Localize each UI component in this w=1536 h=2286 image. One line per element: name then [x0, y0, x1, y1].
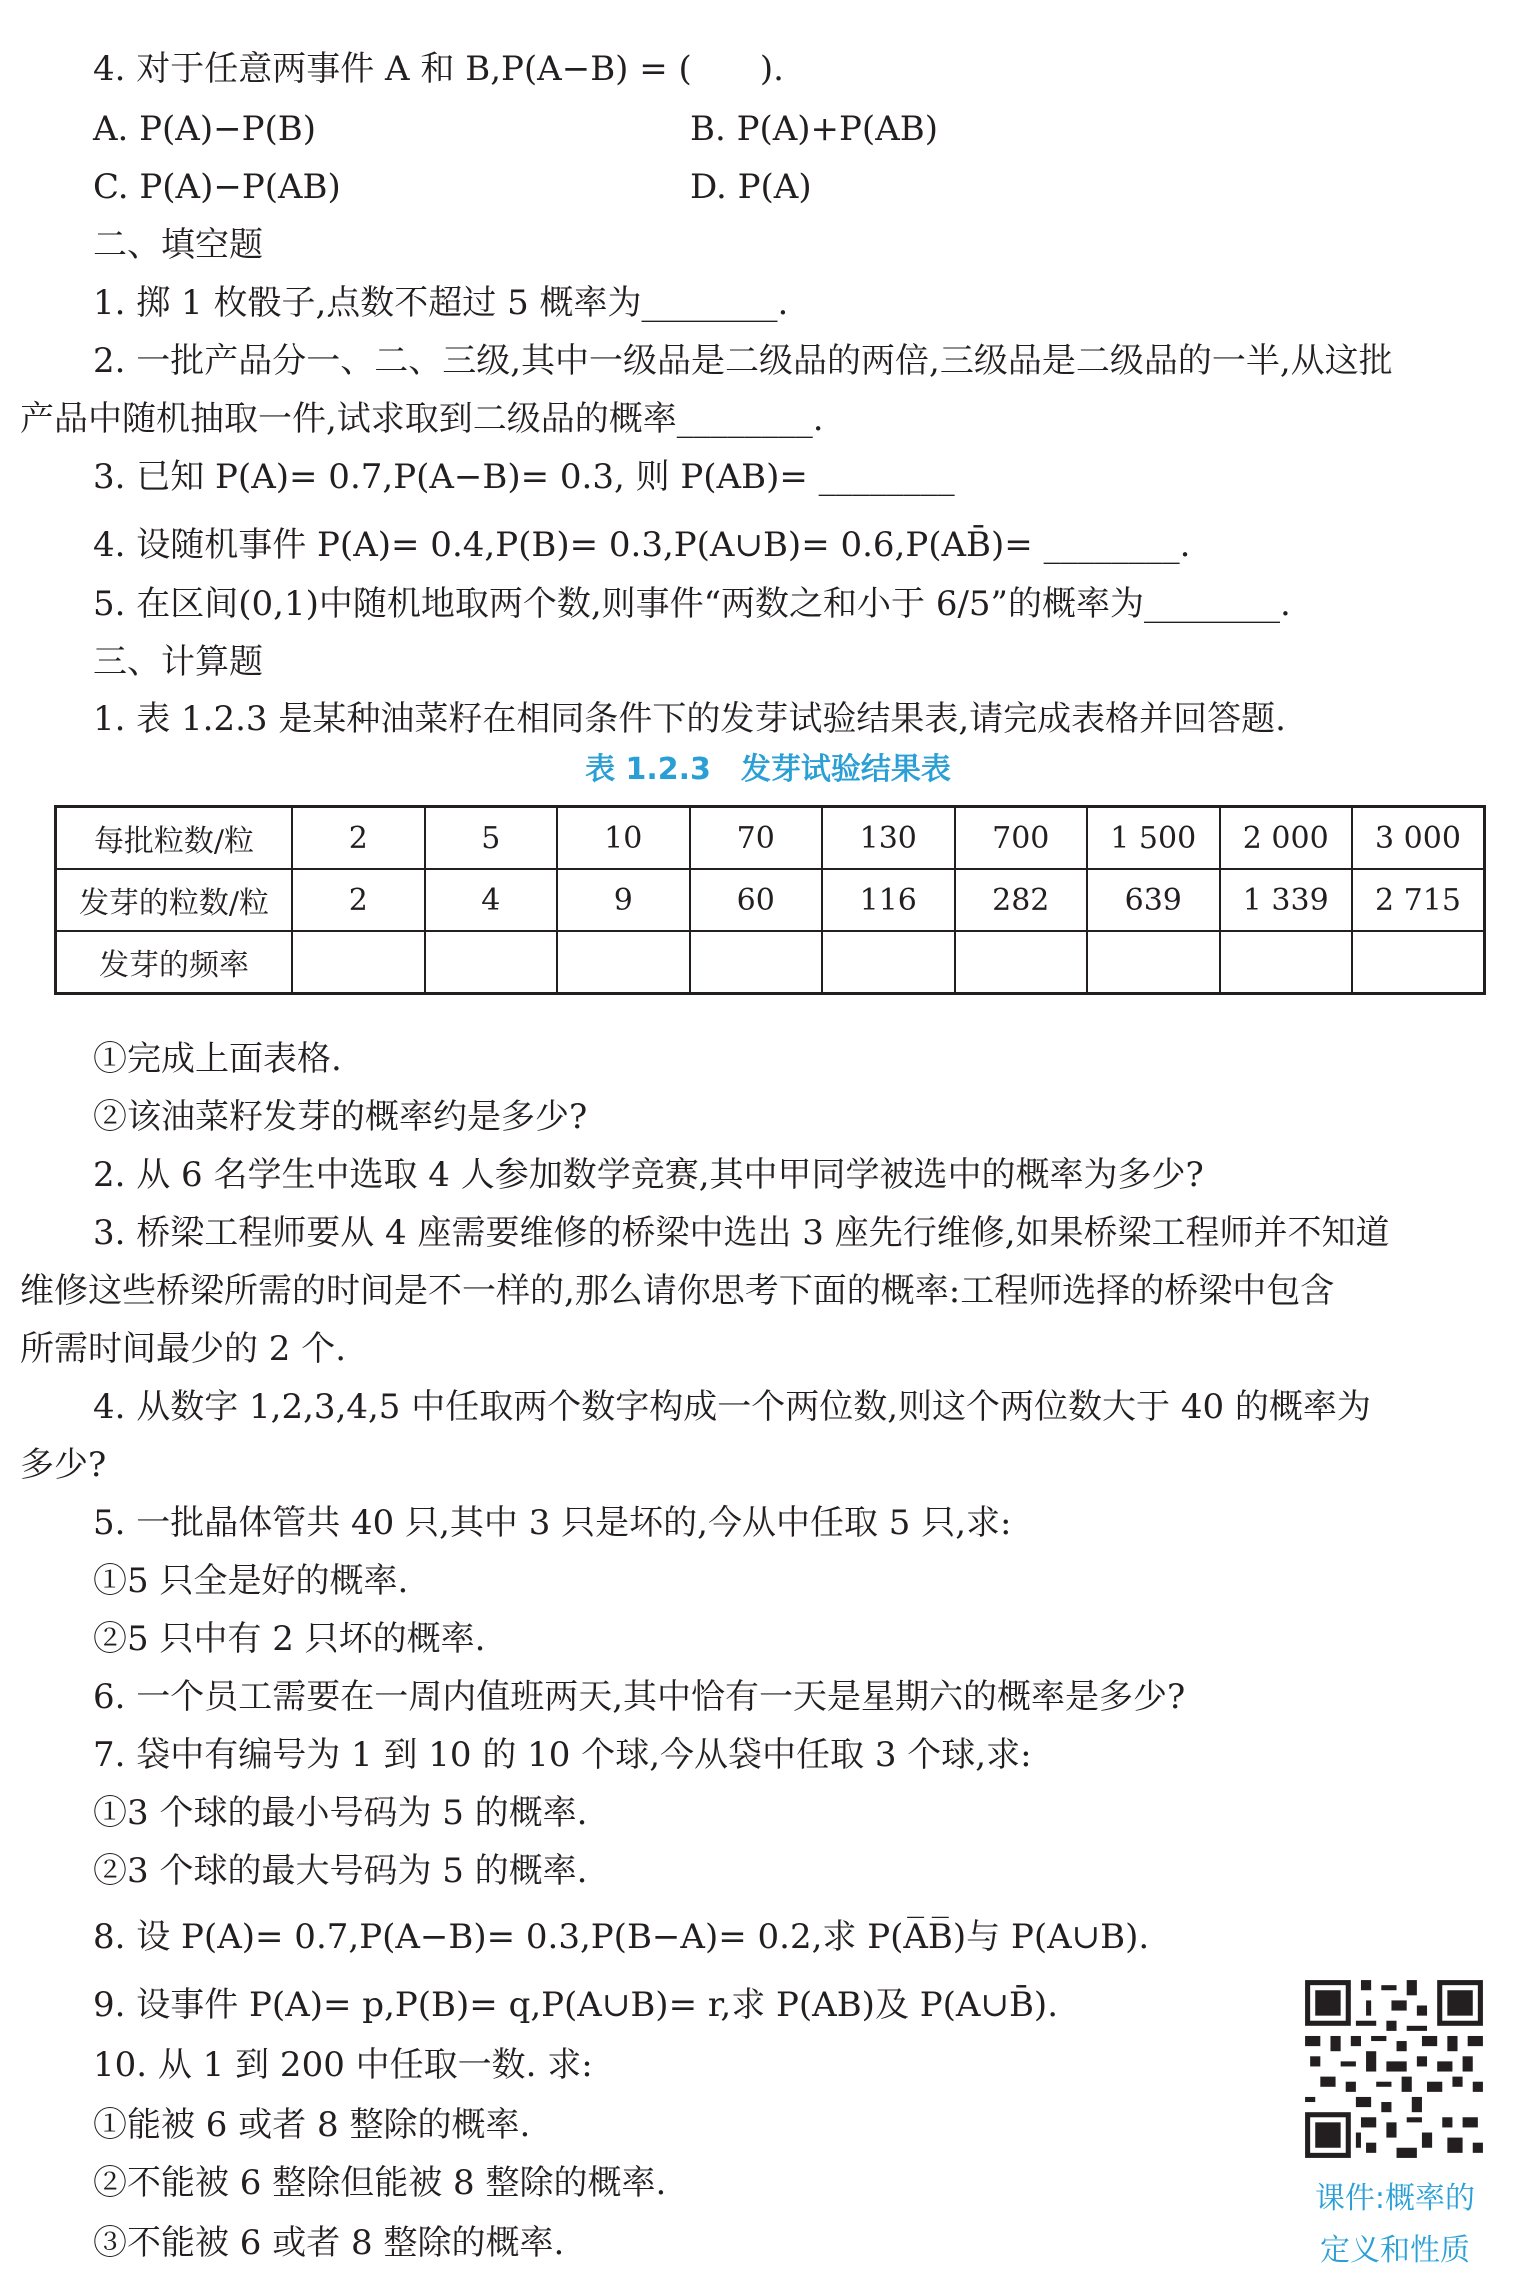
table-cell: 1 339 — [1220, 869, 1353, 931]
table-cell-blank — [1087, 931, 1220, 994]
calc-line: ②3 个球的最大号码为 5 的概率. — [93, 1851, 588, 1891]
table-cell-blank — [425, 931, 558, 994]
fill-question-1: 1. 掷 1 枚骰子,点数不超过 5 概率为________. — [93, 283, 789, 323]
fill-question-5: 5. 在区间(0,1)中随机地取两个数,则事件“两数之和小于 6/5”的概率为________. — [93, 584, 1291, 624]
table-cell: 70 — [690, 807, 823, 870]
calc-line: 2. 从 6 名学生中选取 4 人参加数学竞赛,其中甲同学被选中的概率为多少? — [93, 1155, 1204, 1195]
calc-line: 8. 设 P(A)= 0.7,P(A−B)= 0.3,P(B−A)= 0.2,求 P(A̅B̅)与 P(A∪B). — [93, 1917, 1150, 1957]
qr-caption-line-2: 定义和性质 — [1320, 2233, 1470, 2268]
table-cell: 639 — [1087, 869, 1220, 931]
table-cell: 2 — [292, 869, 425, 931]
table-cell: 10 — [557, 807, 690, 870]
fill-question-3: 3. 已知 P(A)= 0.7,P(A−B)= 0.3, 则 P(AB)= ________ — [93, 457, 955, 497]
table-cell: 116 — [822, 869, 955, 931]
table-cell-blank — [1352, 931, 1485, 994]
calc-line: 5. 一批晶体管共 40 只,其中 3 只是坏的,今从中任取 5 只,求: — [93, 1503, 1012, 1543]
qr-code-icon[interactable] — [1300, 1975, 1488, 2163]
table-title: 表 1.2.3 发芽试验结果表 — [585, 752, 951, 787]
table-row — [56, 807, 1485, 870]
calc-line: 10. 从 1 到 200 中任取一数. 求: — [93, 2045, 593, 2085]
row-header: 每批粒数/粒 — [56, 807, 293, 870]
calc-line: 多少? — [20, 1445, 107, 1485]
calc-line: 7. 袋中有编号为 1 到 10 的 10 个球,今从袋中任取 3 个球,求: — [93, 1735, 1032, 1775]
fill-question-2: 2. 一批产品分一、二、三级,其中一级品是二级品的两倍,三级品是二级品的一半,从这批 — [93, 341, 1393, 381]
calc-line: ②该油菜籽发芽的概率约是多少? — [93, 1097, 588, 1137]
table-cell: 5 — [425, 807, 558, 870]
table-cell: 4 — [425, 869, 558, 931]
calc-line: ②5 只中有 2 只坏的概率. — [93, 1619, 486, 1659]
table-cell: 2 — [292, 807, 425, 870]
row-header: 发芽的粒数/粒 — [56, 869, 293, 931]
calc-line: ①完成上面表格. — [93, 1039, 342, 1079]
calc-line: 所需时间最少的 2 个. — [20, 1329, 347, 1369]
calc-line: ①5 只全是好的概率. — [93, 1561, 409, 1601]
table-cell-blank — [557, 931, 690, 994]
table-cell-blank — [690, 931, 823, 994]
table-row — [56, 931, 1485, 994]
calc-line: 4. 从数字 1,2,3,4,5 中任取两个数字构成一个两位数,则这个两位数大于 40 的概率为 — [93, 1387, 1371, 1427]
calc-line: 9. 设事件 P(A)= p,P(B)= q,P(A∪B)= r,求 P(AB)及 P(A∪B̄). — [93, 1985, 1058, 2025]
table-cell: 2 000 — [1220, 807, 1353, 870]
germination-table — [54, 805, 1486, 995]
table-cell: 700 — [955, 807, 1088, 870]
row-header: 发芽的频率 — [56, 931, 293, 994]
calc-line: 6. 一个员工需要在一周内值班两天,其中恰有一天是星期六的概率是多少? — [93, 1677, 1186, 1717]
calc-line: ①3 个球的最小号码为 5 的概率. — [93, 1793, 588, 1833]
option-c: C. P(A)−P(AB) — [93, 167, 341, 207]
table-cell: 9 — [557, 869, 690, 931]
calc-question-1: 1. 表 1.2.3 是某种油菜籽在相同条件下的发芽试验结果表,请完成表格并回答题. — [93, 699, 1286, 739]
calc-line: 维修这些桥梁所需的时间是不一样的,那么请你思考下面的概率:工程师选择的桥梁中包含 — [20, 1271, 1335, 1311]
option-b: B. P(A)+P(AB) — [690, 109, 938, 149]
table-cell-blank — [292, 931, 425, 994]
section-heading-fill-in: 二、填空题 — [93, 225, 263, 265]
section-heading-calculation: 三、计算题 — [93, 642, 263, 682]
calc-line: 3. 桥梁工程师要从 4 座需要维修的桥梁中选出 3 座先行维修,如果桥梁工程师并不知道 — [93, 1213, 1390, 1253]
table-cell: 282 — [955, 869, 1088, 931]
table-cell: 1 500 — [1087, 807, 1220, 870]
table-row — [56, 869, 1485, 931]
fill-question-4: 4. 设随机事件 P(A)= 0.4,P(B)= 0.3,P(A∪B)= 0.6,P(AB̄)= ________. — [93, 525, 1191, 565]
table-cell-blank — [955, 931, 1088, 994]
option-a: A. P(A)−P(B) — [93, 109, 317, 149]
calc-line: ③不能被 6 或者 8 整除的概率. — [93, 2223, 565, 2263]
qr-caption-line-1: 课件:概率的 — [1314, 2181, 1476, 2216]
table-cell: 130 — [822, 807, 955, 870]
calc-line: ②不能被 6 整除但能被 8 整除的概率. — [93, 2163, 667, 2203]
table-cell: 60 — [690, 869, 823, 931]
fill-question-2-cont: 产品中随机抽取一件,试求取到二级品的概率________. — [20, 399, 824, 439]
table-cell: 3 000 — [1352, 807, 1485, 870]
option-d: D. P(A) — [690, 167, 812, 207]
table-cell-blank — [822, 931, 955, 994]
calc-line: ①能被 6 或者 8 整除的概率. — [93, 2105, 531, 2145]
choice-question-4: 4. 对于任意两事件 A 和 B,P(A−B) = ( ). — [93, 49, 784, 89]
table-cell: 2 715 — [1352, 869, 1485, 931]
table-cell-blank — [1220, 931, 1353, 994]
